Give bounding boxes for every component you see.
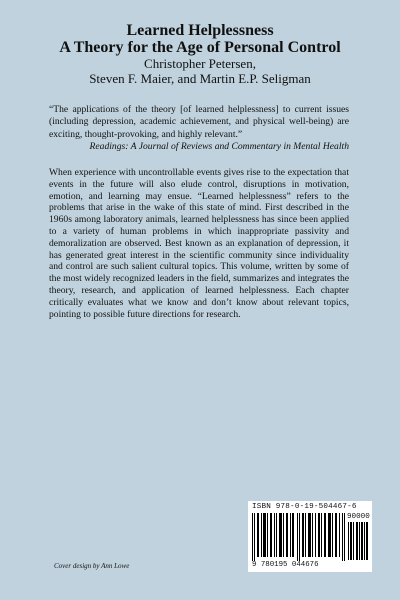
- authors-line-2: Steven F. Maier, and Martin E.P. Seligman: [89, 71, 311, 86]
- price-code: 90000: [347, 513, 370, 521]
- authors-line-1: Christopher Petersen,: [144, 56, 256, 71]
- ean-barcode-icon: [252, 513, 346, 561]
- review-quote: “The applications of the theory [of learned helplessness] to current issues (including depression, academic achievement, and physical well-being) are exciting, thought-provoking, and highly relevant.”: [49, 104, 349, 140]
- ean-digits: 9 780195 044676: [252, 561, 319, 569]
- cover-credit: Cover design by Ann Lowe: [54, 562, 130, 570]
- book-description: When experience with uncontrollable events gives rise to the expectation that events in the future will also elude control, disruptions in motivation, emotion, and learning may ensue. “Learned helplessness” refers to the problems that arise in the wake of this state of mind. First described in the 1960s among laboratory animals, learned helplessness has since been applied to a variety of human problems in which inappropriate passivity and demoralization are observed. Best known as an explanation of depression, it has generated great interest in the scientific community since individuality and control are such salient cultural topics. This volume, written by some of the most widely recognized leaders in the field, summarizes and integrates the theory, research, and application of learned helplessness. Each chapter critically evaluates what we know and don’t know about relevant topics, pointing to possible future directions for research.: [49, 167, 349, 320]
- book-title: Learned Helplessness: [126, 22, 274, 39]
- book-subtitle: A Theory for the Age of Personal Control: [59, 39, 341, 56]
- book-header: [0, 22, 400, 86]
- barcode-panel: [248, 501, 372, 572]
- price-barcode-icon: [348, 522, 368, 560]
- review-source: Readings: A Journal of Reviews and Commentary in Mental Health: [89, 141, 349, 152]
- isbn-label: ISBN 978-0-19-504467-6: [252, 503, 357, 511]
